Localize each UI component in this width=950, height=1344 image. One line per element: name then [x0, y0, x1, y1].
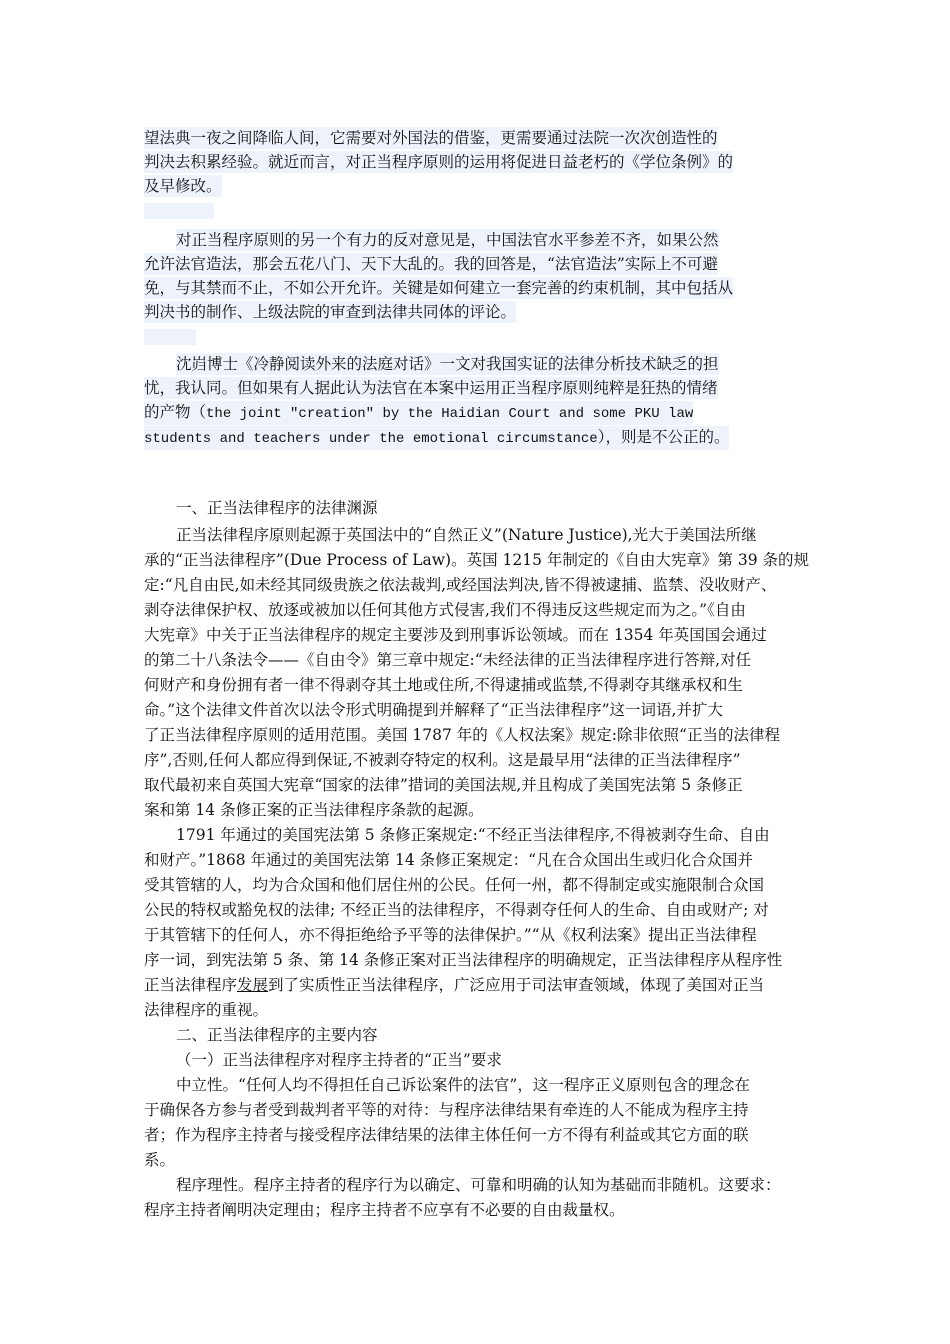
text-segment: 到了实质性正当法律程序，广泛应用于司法审查领域，体现了美国对正当 — [268, 976, 765, 994]
text-line: 程序主持者阐明决定理由；程序主持者不应享有不必要的自由裁量权。 — [144, 1201, 625, 1219]
text-line: 免，与其禁而不止，不如公开允许。关键是如何建立一套完善的约束机制，其中包括从 — [144, 279, 734, 297]
text-line — [144, 974, 764, 996]
text-line: 的第二十八条法令——《自由令》第三章中规定:“未经法律的正当法律程序进行答辩,对任 — [144, 651, 752, 669]
section-heading: 二、正当法律程序的主要内容 — [176, 1026, 378, 1044]
english-quote: students and teachers under the emotional circumstance — [144, 431, 598, 447]
text-line: 1791 年通过的美国宪法第 5 条修正案规定:“不经正当法律程序,不得被剥夺生命、自由 — [176, 826, 770, 844]
text-line: 系。 — [144, 1151, 176, 1169]
text-line: 定:“凡自由民,如未经其同级贵族之依法裁判,或经国法判决,皆不得被逮捕、监禁、没收财产、 — [144, 576, 777, 594]
text-line: 及早修改。 — [144, 177, 222, 195]
empty-highlight — [144, 203, 214, 219]
text-line: 于其管辖下的任何人，亦不得拒绝给予平等的法律保护。”“从《权利法案》提出正当法律程 — [144, 926, 757, 944]
text-line: 正当法律程序原则起源于英国法中的“自然正义”(Nature Justice),光大于美国法所继 — [176, 526, 757, 544]
text-line: 者；作为程序主持者与接受程序法律结果的法律主体任何一方不得有利益或其它方面的联 — [144, 1126, 749, 1144]
text-line: 序”,否则,任何人都应得到保证,不被剥夺特定的权利。这是最早用“法律的正当法律程序” — [144, 751, 741, 769]
text-line: 允许法官造法，那会五花八门、天下大乱的。我的回答是，“法官造法”实际上不可避 — [144, 255, 718, 273]
text-line: 中立性。“任何人均不得担任自己诉讼案件的法官”，这一程序正义原则包含的理念在 — [176, 1076, 750, 1094]
text-line: 命。”这个法律文件首次以法令形式明确提到并解释了“正当法律程序”这一词语,并扩大 — [144, 701, 723, 719]
text-line: 受其管辖的人，均为合众国和他们居住州的公民。任何一州，都不得制定或实施限制合众国 — [144, 876, 765, 894]
subsection-heading: （一）正当法律程序对程序主持者的“正当”要求 — [176, 1051, 502, 1069]
text-line: 于确保各方参与者受到裁判者平等的对待：与程序法律结果有牵连的人不能成为程序主持 — [144, 1101, 749, 1119]
text-line — [144, 401, 693, 425]
text-line: 判决书的制作、上级法院的审查到法律共同体的评论。 — [144, 303, 517, 321]
text-line: 公民的特权或豁免权的法律; 不经正当的法律程序，不得剥夺任何人的生命、自由或财产; 对 — [144, 901, 769, 919]
text-line: 案和第 14 条修正案的正当法律程序条款的起源。 — [144, 801, 484, 819]
text-line: 忧，我认同。但如果有人据此认为法官在本案中运用正当程序原则纯粹是狂热的情绪 — [144, 379, 718, 397]
text-line: 沈岿博士《冷静阅读外来的法庭对话》一文对我国实证的法律分析技术缺乏的担 — [176, 355, 719, 373]
text-line — [144, 426, 729, 450]
text-line: 法律程序的重视。 — [144, 1001, 269, 1019]
text-line: 程序理性。程序主持者的程序行为以确定、可靠和明确的认知为基础而非随机。这要求： — [176, 1176, 781, 1194]
text-line: 判决去积累经验。就近而言，对正当程序原则的运用将促进日益老朽的《学位条例》的 — [144, 153, 734, 171]
text-line: 对正当程序原则的另一个有力的反对意见是，中国法官水平参差不齐，如果公然 — [176, 231, 719, 249]
text-line: 大宪章》中关于正当法律程序的规定主要涉及到刑事诉讼领域。而在 1354 年英国国会通过 — [144, 626, 767, 644]
section-heading: 一、正当法律程序的法律渊源 — [176, 499, 378, 517]
text-line: 剥夺法律保护权、放逐或被加以任何其他方式侵害,我们不得违反这些规定而为之。”《自由 — [144, 601, 746, 619]
text-line: 承的“正当法律程序”(Due Process of Law)。英国 1215 年制定的《自由大宪章》第 39 条的规 — [144, 551, 809, 569]
text-line: 序一词，到宪法第 5 条、第 14 条修正案对正当法律程序的明确规定，正当法律程序从程序性 — [144, 951, 783, 969]
text-line: 望法典一夜之间降临人间，它需要对外国法的借鉴，更需要通过法院一次次创造性的 — [144, 129, 718, 147]
text-line: 和财产。”1868 年通过的美国宪法第 14 条修正案规定：“凡在合众国出生或归化合众国并 — [144, 851, 754, 869]
text-line: 何财产和身份拥有者一律不得剥夺其土地或住所,不得逮捕或监禁,不得剥夺其继承权和生 — [144, 676, 743, 694]
text-segment: ），则是不公正的。 — [597, 428, 730, 446]
english-quote: the joint "creation" by the Haidian Court and some PKU law — [206, 406, 694, 422]
underlined-word: 发展 — [237, 976, 269, 994]
text-segment: 正当法律程序 — [144, 976, 238, 994]
empty-highlight — [144, 329, 196, 345]
text-segment: 的产物（ — [144, 403, 207, 421]
text-line: 取代最初来自英国大宪章“国家的法律”措词的美国法规,并且构成了美国宪法第 5 条修正 — [144, 776, 743, 794]
text-line: 了正当法律程序原则的适用范围。美国 1787 年的《人权法案》规定:除非依照“正当的法律程 — [144, 726, 780, 744]
